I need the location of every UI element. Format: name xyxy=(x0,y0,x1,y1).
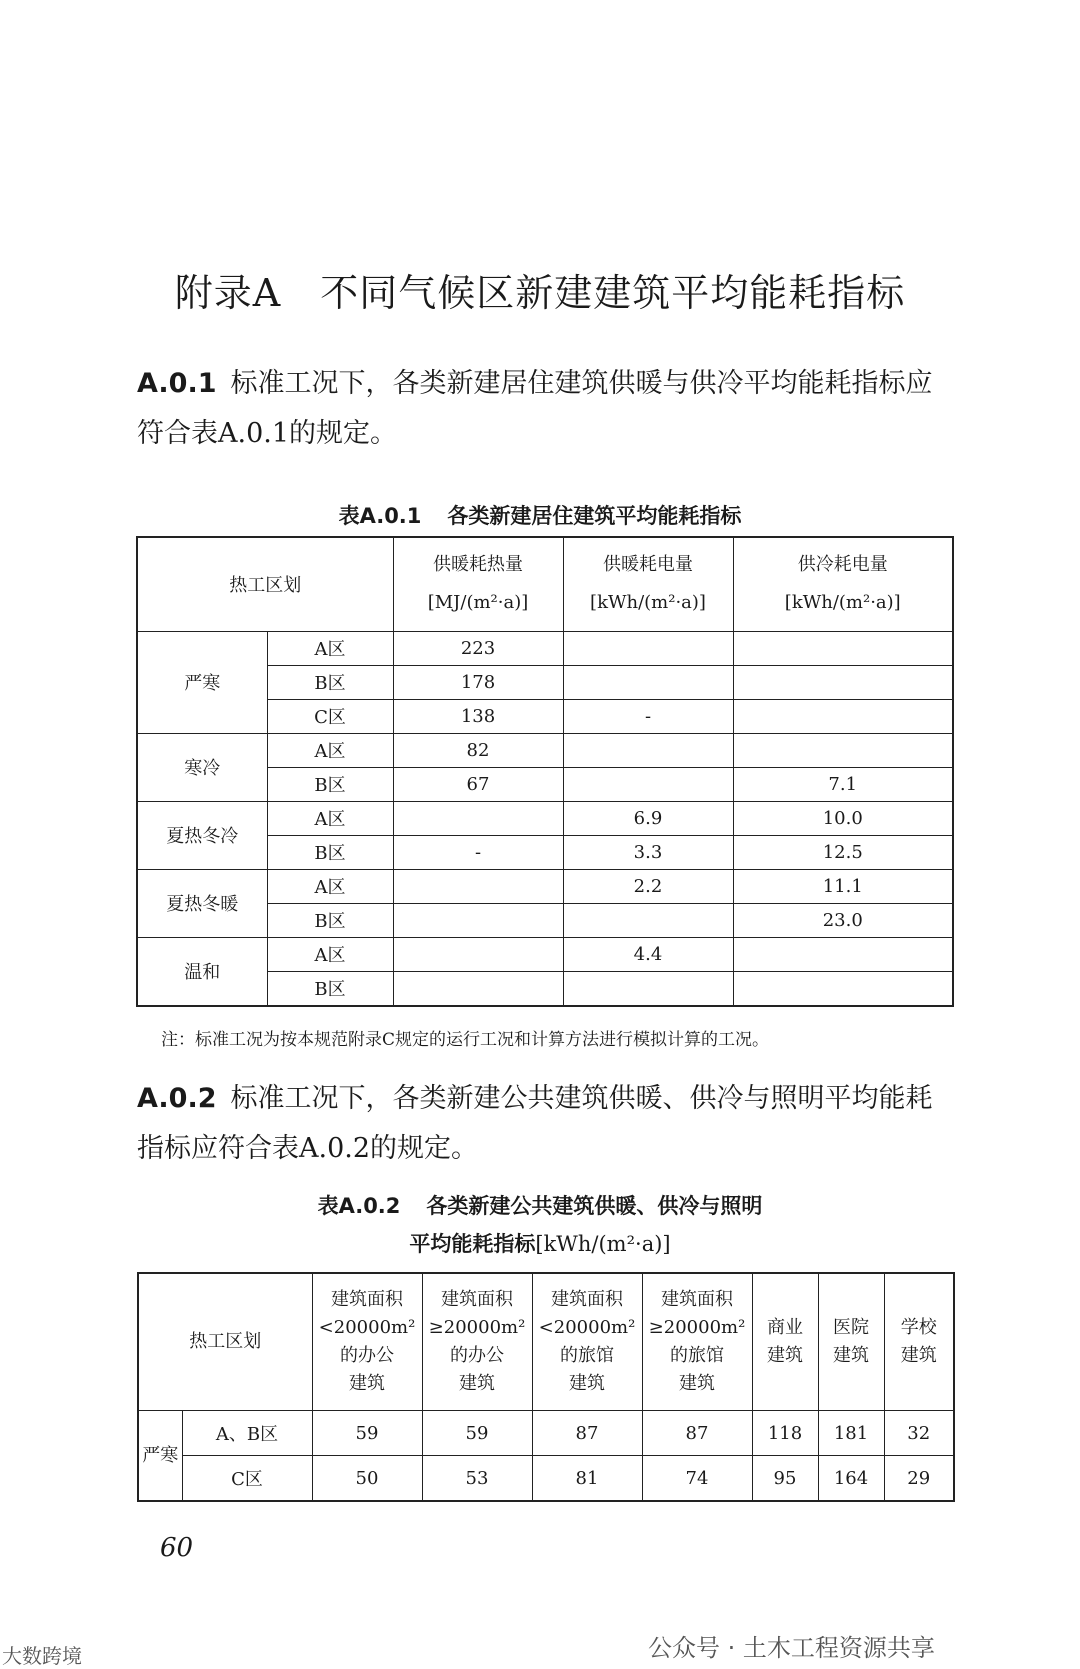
value-cell: - xyxy=(563,699,733,733)
page-title: 附录A 不同气候区新建建筑平均能耗指标 xyxy=(174,271,906,315)
value-cell xyxy=(393,801,563,835)
clause-a02 xyxy=(137,1074,957,1174)
subzone-cell: A区 xyxy=(267,631,393,665)
value-cell: - xyxy=(393,835,563,869)
table-row xyxy=(137,631,953,665)
watermark-left: 大数跨境 xyxy=(2,1644,82,1668)
subzone-cell: C区 xyxy=(267,699,393,733)
header-line: 建筑 xyxy=(833,1345,869,1366)
table2-caption-number: 表A.0.2 xyxy=(317,1194,401,1218)
value-cell: 29 xyxy=(884,1456,954,1502)
public-building-energy-table xyxy=(137,1272,955,1502)
subzone-cell: C区 xyxy=(182,1456,312,1502)
value-cell: 87 xyxy=(642,1411,752,1456)
table-row xyxy=(137,937,953,971)
clause-number: A.0.1 xyxy=(137,368,217,399)
value-cell xyxy=(733,665,953,699)
header-line: 商业 xyxy=(767,1317,803,1338)
value-cell: 2.2 xyxy=(563,869,733,903)
header-name: 供暖耗电量 xyxy=(603,554,693,576)
value-cell xyxy=(563,903,733,937)
header-line: ≥20000m² xyxy=(648,1317,746,1338)
subzone-cell: A区 xyxy=(267,801,393,835)
header-line: <20000m² xyxy=(318,1317,416,1338)
subzone-cell: B区 xyxy=(267,665,393,699)
header-name: 供暖耗热量 xyxy=(433,554,523,576)
table-row xyxy=(137,733,953,767)
header-hotel-large xyxy=(642,1273,752,1411)
header-line: 建筑 xyxy=(679,1373,715,1394)
table2-caption xyxy=(0,1190,1080,1220)
value-cell: 6.9 xyxy=(563,801,733,835)
value-cell: 3.3 xyxy=(563,835,733,869)
header-line: 的办公 xyxy=(340,1345,394,1366)
value-cell xyxy=(733,733,953,767)
value-cell: 59 xyxy=(422,1411,532,1456)
header-cooling-electricity xyxy=(733,537,953,631)
residential-energy-table xyxy=(136,536,954,1007)
header-line: 建筑面积 xyxy=(661,1289,733,1310)
subzone-cell: B区 xyxy=(267,835,393,869)
header-school xyxy=(884,1273,954,1411)
table2-caption-bold: 平均能耗指标 xyxy=(409,1232,536,1256)
header-unit: [kWh/(m²·a)] xyxy=(590,592,706,614)
subzone-cell: B区 xyxy=(267,767,393,801)
subzone-cell: A区 xyxy=(267,937,393,971)
header-line: 建筑面积 xyxy=(331,1289,403,1310)
table1-caption-text: 各类新建居住建筑平均能耗指标 xyxy=(447,504,742,528)
value-cell: 178 xyxy=(393,665,563,699)
header-line: 建筑 xyxy=(459,1373,495,1394)
climate-cell: 温和 xyxy=(137,937,267,1006)
clause-a01 xyxy=(137,359,957,459)
header-line: 的旅馆 xyxy=(560,1345,614,1366)
subzone-cell: A区 xyxy=(267,733,393,767)
value-cell: 181 xyxy=(818,1411,884,1456)
subzone-cell: A区 xyxy=(267,869,393,903)
value-cell xyxy=(563,971,733,1006)
table2-caption-unit: [kWh/(m²·a)] xyxy=(535,1232,671,1256)
value-cell xyxy=(563,631,733,665)
header-unit: [MJ/(m²·a)] xyxy=(427,592,529,614)
value-cell: 138 xyxy=(393,699,563,733)
climate-cell: 夏热冬暖 xyxy=(137,869,267,937)
value-cell: 11.1 xyxy=(733,869,953,903)
table1-caption-number: 表A.0.1 xyxy=(338,504,422,528)
header-heating-heat xyxy=(393,537,563,631)
value-cell: 87 xyxy=(532,1411,642,1456)
climate-cell: 严寒 xyxy=(138,1411,182,1502)
value-cell: 32 xyxy=(884,1411,954,1456)
value-cell xyxy=(733,631,953,665)
header-line: 学校 xyxy=(900,1317,937,1338)
subzone-cell: A、B区 xyxy=(182,1411,312,1456)
header-line: 建筑面积 xyxy=(441,1289,513,1310)
header-line: 建筑 xyxy=(900,1345,937,1366)
clause-text: 标准工况下，各类新建公共建筑供暖、供冷与照明平均能耗指标应符合表A.0.2的规定。 xyxy=(137,1083,933,1164)
header-line: 建筑 xyxy=(569,1373,605,1394)
watermark-right: 公众号 · 土木工程资源共享 xyxy=(648,1634,935,1662)
header-hotel-small xyxy=(532,1273,642,1411)
value-cell: 81 xyxy=(532,1456,642,1502)
header-line: <20000m² xyxy=(538,1317,636,1338)
table-row xyxy=(137,801,953,835)
value-cell: 82 xyxy=(393,733,563,767)
table-row xyxy=(137,869,953,903)
header-line: 的办公 xyxy=(450,1345,504,1366)
value-cell: 164 xyxy=(818,1456,884,1502)
header-line: ≥20000m² xyxy=(428,1317,526,1338)
table-row xyxy=(138,1456,954,1502)
header-zone: 热工区划 xyxy=(138,1273,312,1411)
header-office-small xyxy=(312,1273,422,1411)
value-cell: 53 xyxy=(422,1456,532,1502)
value-cell xyxy=(733,971,953,1006)
value-cell: 67 xyxy=(393,767,563,801)
value-cell xyxy=(563,733,733,767)
header-zone: 热工区划 xyxy=(137,537,393,631)
subzone-cell: B区 xyxy=(267,971,393,1006)
value-cell: 7.1 xyxy=(733,767,953,801)
header-commercial xyxy=(752,1273,818,1411)
header-unit: [kWh/(m²·a)] xyxy=(784,592,901,614)
header-line: 建筑 xyxy=(767,1345,803,1366)
value-cell xyxy=(393,869,563,903)
subzone-cell: B区 xyxy=(267,903,393,937)
value-cell xyxy=(733,937,953,971)
table2-caption-line2 xyxy=(0,1228,1080,1258)
climate-cell: 严寒 xyxy=(137,631,267,733)
value-cell: 23.0 xyxy=(733,903,953,937)
clause-number: A.0.2 xyxy=(137,1083,217,1114)
header-line: 的旅馆 xyxy=(670,1345,724,1366)
value-cell: 74 xyxy=(642,1456,752,1502)
value-cell: 95 xyxy=(752,1456,818,1502)
header-name: 供冷耗电量 xyxy=(797,554,888,576)
value-cell xyxy=(393,971,563,1006)
value-cell: 12.5 xyxy=(733,835,953,869)
value-cell: 59 xyxy=(312,1411,422,1456)
value-cell xyxy=(733,699,953,733)
header-line: 建筑面积 xyxy=(551,1289,623,1310)
table2-caption-line1: 各类新建公共建筑供暖、供冷与照明 xyxy=(426,1194,763,1218)
value-cell: 4.4 xyxy=(563,937,733,971)
value-cell: 10.0 xyxy=(733,801,953,835)
climate-cell: 寒冷 xyxy=(137,733,267,801)
table1-caption xyxy=(0,500,1080,530)
value-cell: 50 xyxy=(312,1456,422,1502)
value-cell xyxy=(393,903,563,937)
header-line: 建筑 xyxy=(349,1373,385,1394)
value-cell xyxy=(393,937,563,971)
value-cell xyxy=(563,665,733,699)
value-cell: 118 xyxy=(752,1411,818,1456)
page-number: 60 xyxy=(160,1533,194,1563)
clause-text: 标准工况下，各类新建居住建筑供暖与供冷平均能耗指标应符合表A.0.1的规定。 xyxy=(137,368,933,449)
climate-cell: 夏热冬冷 xyxy=(137,801,267,869)
value-cell: 223 xyxy=(393,631,563,665)
table1-note: 注：标准工况为按本规范附录C规定的运行工况和计算方法进行模拟计算的工况。 xyxy=(161,1030,770,1050)
table-row xyxy=(138,1411,954,1456)
header-hospital xyxy=(818,1273,884,1411)
header-heating-electricity xyxy=(563,537,733,631)
header-line: 医院 xyxy=(833,1317,869,1338)
value-cell xyxy=(563,767,733,801)
header-office-large xyxy=(422,1273,532,1411)
